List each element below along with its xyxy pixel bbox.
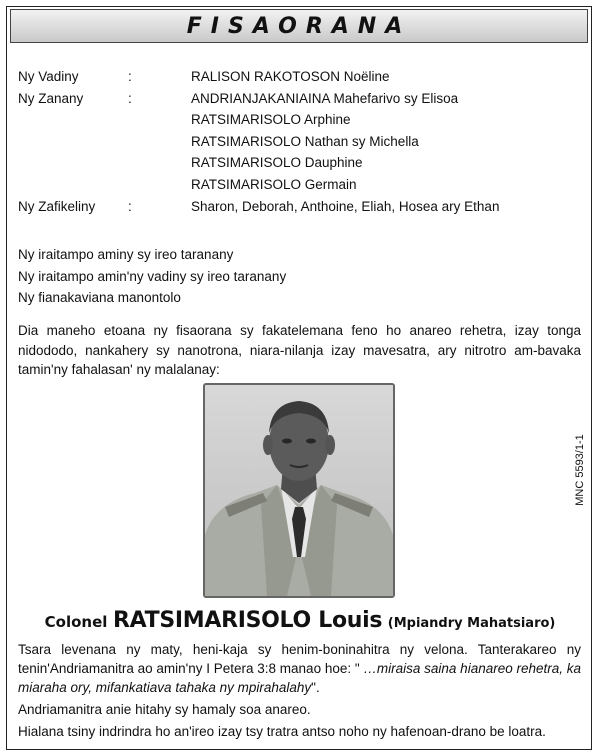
- family-label: Ny Zafikeliny: [18, 198, 96, 214]
- family-row: [18, 177, 588, 199]
- family-row: [18, 91, 588, 113]
- family-row: [18, 199, 588, 221]
- greeting-line: Ny iraitampo aminy sy ireo taranany: [18, 247, 234, 262]
- reference-code: MNC 5593/1-1: [574, 434, 586, 506]
- family-value: ANDRIANJAKANIAINA Mahefarivo sy Elisoa: [191, 90, 459, 106]
- family-value: RATSIMARISOLO Dauphine: [191, 155, 363, 171]
- greetings-list: [18, 247, 286, 312]
- deceased-fullname: RATSIMARISOLO Louis: [112, 608, 383, 633]
- portrait-image: [205, 385, 393, 596]
- family-list: [18, 69, 588, 220]
- bible-quote: …miraisa saina hianareo rehetra, ka miaraha ory, mifankatiava tahaka ny mpirahalahy: [18, 661, 582, 695]
- notice-title: FISAORANA: [186, 13, 412, 39]
- family-label: Ny Zanany: [18, 90, 84, 106]
- apology-line: Hialana tsiny indrindra ho an'ireo izay tsy tratra antso noho ny hafenoan-drano be loatra.: [18, 724, 546, 739]
- blessing-line: Andriamanitra anie hitahy sy hamaly soa anareo.: [18, 702, 311, 717]
- family-value: Sharon, Deborah, Anthoine, Eliah, Hosea ary Ethan: [191, 198, 500, 214]
- family-label: Ny Vadiny: [18, 69, 79, 84]
- family-row: [18, 112, 588, 134]
- deceased-alias: (Mpiandry Mahatsiaro): [387, 616, 556, 631]
- closing-text-part: ".: [311, 680, 320, 695]
- portrait-photo: [203, 383, 395, 598]
- deceased-rank: Colonel: [44, 613, 108, 631]
- family-row: [18, 134, 588, 156]
- greeting-line: Ny iraitampo amin'ny vadiny sy ireo taranany: [18, 268, 287, 284]
- family-value: RATSIMARISOLO Arphine: [191, 112, 351, 128]
- family-colon: :: [128, 69, 132, 84]
- title-banner: [10, 9, 588, 43]
- family-row: [18, 69, 588, 91]
- intro-paragraph: Dia maneho etoana ny fisaorana sy fakatelemana feno ho anareo rehetra, izay tonga nidododo, nankahery sy nanotrona, niara-nilanja izay mavesatra, ary nitrotro am-bavaka tamin'ny fahalasan' ny malalanay:: [18, 323, 581, 377]
- family-value: RATSIMARISOLO Nathan sy Michella: [191, 133, 419, 149]
- family-value: RALISON RAKOTOSON Noëline: [191, 69, 390, 84]
- closing-text-part: Tsara levenana ny maty, heni-kaja sy henim-boninahitra ny velona. Tanterakareo ny tenin'Andriamanitra ao amin'ny I Petera 3:8 manao hoe: ": [18, 642, 581, 676]
- family-colon: :: [128, 198, 132, 214]
- closing-paragraph: [18, 640, 581, 697]
- family-value: RATSIMARISOLO Germain: [191, 176, 357, 192]
- family-colon: :: [128, 90, 132, 106]
- closing-text: [18, 640, 581, 741]
- family-row: [18, 155, 588, 177]
- deceased-name: [0, 608, 600, 633]
- greeting-line: Ny fianakaviana manontolo: [18, 290, 181, 306]
